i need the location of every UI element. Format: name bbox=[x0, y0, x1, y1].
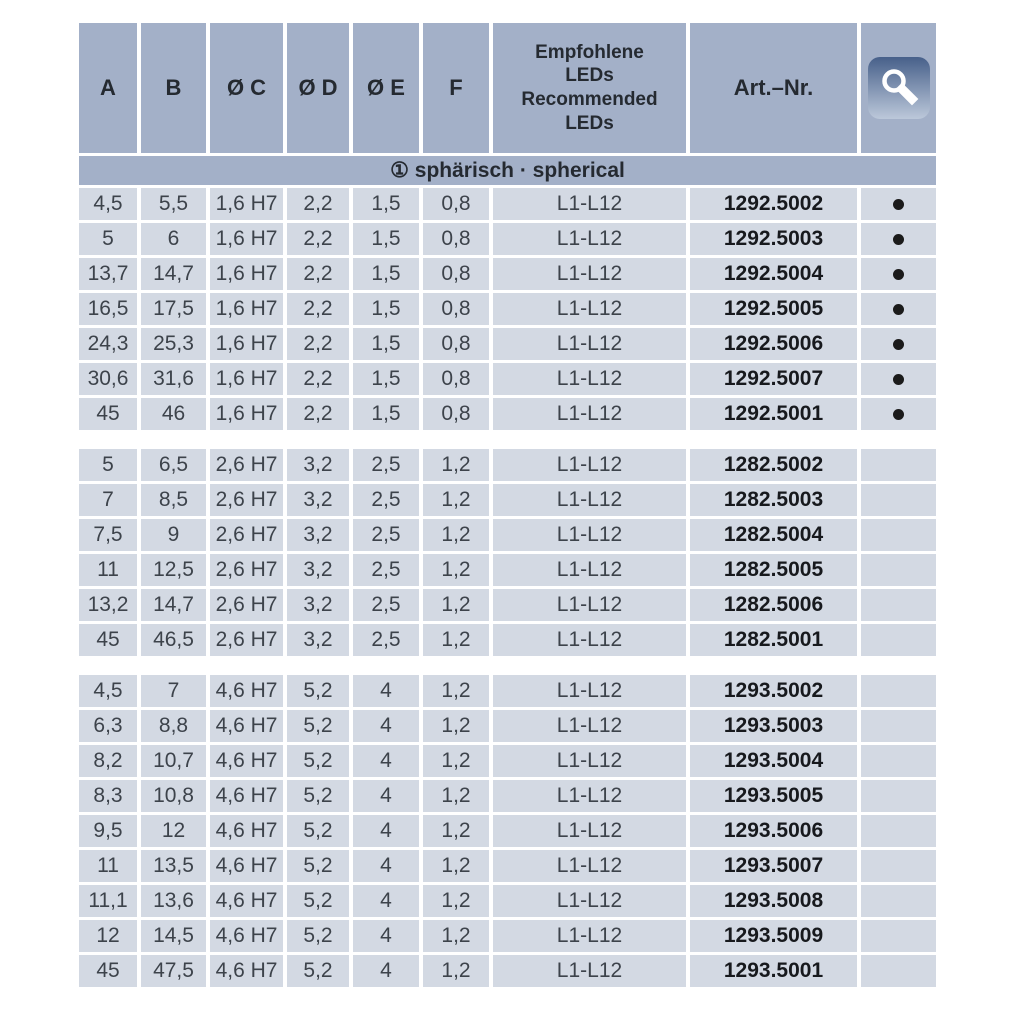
cell-a: 11,1 bbox=[79, 885, 137, 917]
cell-od: 3,2 bbox=[287, 449, 349, 481]
cell-availability bbox=[861, 920, 936, 952]
cell-art-nr: 1292.5002 bbox=[690, 188, 857, 220]
cell-art-nr: 1293.5004 bbox=[690, 745, 857, 777]
cell-f: 1,2 bbox=[423, 484, 489, 516]
cell-art-nr: 1292.5007 bbox=[690, 363, 857, 395]
column-header-leds bbox=[493, 23, 686, 153]
cell-od: 5,2 bbox=[287, 885, 349, 917]
cell-leds: L1-L12 bbox=[493, 955, 686, 987]
cell-oc: 4,6 H7 bbox=[210, 920, 283, 952]
availability-dot-icon bbox=[893, 339, 904, 350]
cell-availability bbox=[861, 188, 936, 220]
cell-oe: 4 bbox=[353, 850, 419, 882]
cell-f: 1,2 bbox=[423, 815, 489, 847]
cell-art-nr: 1292.5003 bbox=[690, 223, 857, 255]
cell-b: 14,7 bbox=[141, 589, 206, 621]
cell-oc: 4,6 H7 bbox=[210, 850, 283, 882]
cell-oc: 1,6 H7 bbox=[210, 328, 283, 360]
cell-a: 6,3 bbox=[79, 710, 137, 742]
cell-od: 3,2 bbox=[287, 554, 349, 586]
cell-b: 7 bbox=[141, 675, 206, 707]
cell-f: 1,2 bbox=[423, 745, 489, 777]
cell-art-nr: 1293.5007 bbox=[690, 850, 857, 882]
cell-leds: L1-L12 bbox=[493, 484, 686, 516]
cell-availability bbox=[861, 484, 936, 516]
cell-availability bbox=[861, 258, 936, 290]
cell-oc: 2,6 H7 bbox=[210, 589, 283, 621]
cell-oe: 4 bbox=[353, 885, 419, 917]
cell-oc: 4,6 H7 bbox=[210, 745, 283, 777]
cell-leds: L1-L12 bbox=[493, 449, 686, 481]
cell-availability bbox=[861, 519, 936, 551]
cell-oc: 1,6 H7 bbox=[210, 398, 283, 430]
cell-b: 17,5 bbox=[141, 293, 206, 325]
cell-a: 24,3 bbox=[79, 328, 137, 360]
cell-f: 0,8 bbox=[423, 363, 489, 395]
cell-oe: 2,5 bbox=[353, 484, 419, 516]
cell-od: 5,2 bbox=[287, 710, 349, 742]
cell-art-nr: 1293.5002 bbox=[690, 675, 857, 707]
cell-availability bbox=[861, 398, 936, 430]
cell-art-nr: 1282.5002 bbox=[690, 449, 857, 481]
cell-oe: 4 bbox=[353, 675, 419, 707]
column-header-b: B bbox=[141, 23, 206, 153]
cell-od: 5,2 bbox=[287, 850, 349, 882]
cell-oc: 4,6 H7 bbox=[210, 815, 283, 847]
group-spacer bbox=[79, 659, 936, 672]
column-header-zoom bbox=[861, 23, 936, 153]
cell-leds: L1-L12 bbox=[493, 188, 686, 220]
cell-a: 45 bbox=[79, 398, 137, 430]
cell-leds: L1-L12 bbox=[493, 710, 686, 742]
leds-header-de: Empfohlene LEDs bbox=[535, 41, 644, 87]
column-header-f: F bbox=[423, 23, 489, 153]
cell-oe: 4 bbox=[353, 745, 419, 777]
cell-b: 25,3 bbox=[141, 328, 206, 360]
cell-b: 47,5 bbox=[141, 955, 206, 987]
cell-b: 13,6 bbox=[141, 885, 206, 917]
cell-oc: 4,6 H7 bbox=[210, 885, 283, 917]
cell-availability bbox=[861, 745, 936, 777]
magnifier-icon bbox=[876, 65, 922, 111]
cell-f: 0,8 bbox=[423, 293, 489, 325]
cell-availability bbox=[861, 710, 936, 742]
cell-b: 8,5 bbox=[141, 484, 206, 516]
cell-leds: L1-L12 bbox=[493, 780, 686, 812]
cell-availability bbox=[861, 589, 936, 621]
availability-dot-icon bbox=[893, 374, 904, 385]
cell-art-nr: 1293.5001 bbox=[690, 955, 857, 987]
cell-f: 0,8 bbox=[423, 328, 489, 360]
cell-b: 5,5 bbox=[141, 188, 206, 220]
cell-oc: 4,6 H7 bbox=[210, 675, 283, 707]
cell-oe: 4 bbox=[353, 710, 419, 742]
cell-od: 2,2 bbox=[287, 328, 349, 360]
cell-b: 14,7 bbox=[141, 258, 206, 290]
cell-f: 1,2 bbox=[423, 850, 489, 882]
cell-b: 13,5 bbox=[141, 850, 206, 882]
cell-oc: 1,6 H7 bbox=[210, 258, 283, 290]
column-header-oc: Ø C bbox=[210, 23, 283, 153]
cell-leds: L1-L12 bbox=[493, 293, 686, 325]
availability-dot-icon bbox=[893, 234, 904, 245]
cell-a: 11 bbox=[79, 554, 137, 586]
cell-oc: 1,6 H7 bbox=[210, 223, 283, 255]
cell-b: 6 bbox=[141, 223, 206, 255]
cell-leds: L1-L12 bbox=[493, 398, 686, 430]
cell-leds: L1-L12 bbox=[493, 589, 686, 621]
cell-leds: L1-L12 bbox=[493, 675, 686, 707]
cell-art-nr: 1292.5004 bbox=[690, 258, 857, 290]
cell-oe: 4 bbox=[353, 955, 419, 987]
cell-od: 3,2 bbox=[287, 624, 349, 656]
cell-availability bbox=[861, 363, 936, 395]
cell-oe: 1,5 bbox=[353, 258, 419, 290]
cell-od: 5,2 bbox=[287, 815, 349, 847]
cell-leds: L1-L12 bbox=[493, 920, 686, 952]
cell-oc: 1,6 H7 bbox=[210, 188, 283, 220]
spec-table bbox=[79, 23, 936, 987]
cell-f: 1,2 bbox=[423, 675, 489, 707]
cell-availability bbox=[861, 449, 936, 481]
cell-availability bbox=[861, 780, 936, 812]
cell-art-nr: 1292.5005 bbox=[690, 293, 857, 325]
cell-oe: 4 bbox=[353, 920, 419, 952]
cell-art-nr: 1282.5001 bbox=[690, 624, 857, 656]
cell-leds: L1-L12 bbox=[493, 745, 686, 777]
cell-leds: L1-L12 bbox=[493, 885, 686, 917]
column-header-od: Ø D bbox=[287, 23, 349, 153]
cell-a: 8,2 bbox=[79, 745, 137, 777]
cell-f: 1,2 bbox=[423, 624, 489, 656]
cell-availability bbox=[861, 850, 936, 882]
cell-a: 16,5 bbox=[79, 293, 137, 325]
cell-oc: 4,6 H7 bbox=[210, 780, 283, 812]
cell-art-nr: 1292.5006 bbox=[690, 328, 857, 360]
cell-oe: 2,5 bbox=[353, 624, 419, 656]
cell-a: 7,5 bbox=[79, 519, 137, 551]
cell-oc: 4,6 H7 bbox=[210, 955, 283, 987]
cell-f: 0,8 bbox=[423, 258, 489, 290]
cell-leds: L1-L12 bbox=[493, 554, 686, 586]
cell-f: 1,2 bbox=[423, 554, 489, 586]
cell-oc: 1,6 H7 bbox=[210, 363, 283, 395]
cell-od: 5,2 bbox=[287, 675, 349, 707]
cell-leds: L1-L12 bbox=[493, 258, 686, 290]
cell-a: 9,5 bbox=[79, 815, 137, 847]
cell-oc: 1,6 H7 bbox=[210, 293, 283, 325]
cell-od: 2,2 bbox=[287, 398, 349, 430]
availability-dot-icon bbox=[893, 269, 904, 280]
zoom-button[interactable] bbox=[868, 57, 930, 119]
cell-availability bbox=[861, 955, 936, 987]
cell-availability bbox=[861, 293, 936, 325]
cell-leds: L1-L12 bbox=[493, 223, 686, 255]
cell-art-nr: 1282.5006 bbox=[690, 589, 857, 621]
cell-art-nr: 1282.5004 bbox=[690, 519, 857, 551]
availability-dot-icon bbox=[893, 304, 904, 315]
cell-art-nr: 1293.5003 bbox=[690, 710, 857, 742]
cell-f: 1,2 bbox=[423, 780, 489, 812]
cell-od: 2,2 bbox=[287, 293, 349, 325]
cell-oc: 2,6 H7 bbox=[210, 449, 283, 481]
cell-availability bbox=[861, 554, 936, 586]
cell-od: 5,2 bbox=[287, 920, 349, 952]
cell-art-nr: 1282.5003 bbox=[690, 484, 857, 516]
cell-a: 45 bbox=[79, 955, 137, 987]
cell-availability bbox=[861, 328, 936, 360]
cell-oe: 1,5 bbox=[353, 363, 419, 395]
cell-oe: 1,5 bbox=[353, 328, 419, 360]
cell-oe: 2,5 bbox=[353, 449, 419, 481]
cell-f: 1,2 bbox=[423, 589, 489, 621]
cell-f: 1,2 bbox=[423, 955, 489, 987]
cell-b: 6,5 bbox=[141, 449, 206, 481]
group-spacer bbox=[79, 433, 936, 446]
cell-availability bbox=[861, 885, 936, 917]
cell-b: 12 bbox=[141, 815, 206, 847]
cell-od: 2,2 bbox=[287, 188, 349, 220]
cell-a: 4,5 bbox=[79, 675, 137, 707]
column-header-a: A bbox=[79, 23, 137, 153]
cell-b: 8,8 bbox=[141, 710, 206, 742]
cell-oc: 4,6 H7 bbox=[210, 710, 283, 742]
availability-dot-icon bbox=[893, 409, 904, 420]
cell-leds: L1-L12 bbox=[493, 328, 686, 360]
cell-a: 8,3 bbox=[79, 780, 137, 812]
cell-oc: 2,6 H7 bbox=[210, 519, 283, 551]
cell-b: 10,7 bbox=[141, 745, 206, 777]
cell-b: 46 bbox=[141, 398, 206, 430]
cell-oc: 2,6 H7 bbox=[210, 624, 283, 656]
cell-a: 45 bbox=[79, 624, 137, 656]
section-header-spherical: ① sphärisch · spherical bbox=[79, 156, 936, 185]
cell-oe: 4 bbox=[353, 815, 419, 847]
cell-availability bbox=[861, 675, 936, 707]
cell-f: 1,2 bbox=[423, 710, 489, 742]
cell-a: 5 bbox=[79, 223, 137, 255]
cell-b: 31,6 bbox=[141, 363, 206, 395]
column-header-art-nr: Art.–Nr. bbox=[690, 23, 857, 153]
cell-od: 5,2 bbox=[287, 745, 349, 777]
cell-b: 9 bbox=[141, 519, 206, 551]
cell-od: 3,2 bbox=[287, 484, 349, 516]
cell-oe: 1,5 bbox=[353, 188, 419, 220]
cell-a: 13,7 bbox=[79, 258, 137, 290]
cell-b: 14,5 bbox=[141, 920, 206, 952]
leds-header-en: Recommended LEDs bbox=[521, 89, 658, 134]
cell-art-nr: 1293.5008 bbox=[690, 885, 857, 917]
cell-oe: 1,5 bbox=[353, 398, 419, 430]
cell-availability bbox=[861, 815, 936, 847]
cell-a: 11 bbox=[79, 850, 137, 882]
cell-od: 2,2 bbox=[287, 363, 349, 395]
cell-leds: L1-L12 bbox=[493, 850, 686, 882]
cell-art-nr: 1293.5009 bbox=[690, 920, 857, 952]
column-header-oe: Ø E bbox=[353, 23, 419, 153]
cell-f: 1,2 bbox=[423, 920, 489, 952]
cell-art-nr: 1293.5005 bbox=[690, 780, 857, 812]
cell-oc: 2,6 H7 bbox=[210, 554, 283, 586]
cell-a: 13,2 bbox=[79, 589, 137, 621]
cell-leds: L1-L12 bbox=[493, 519, 686, 551]
cell-art-nr: 1293.5006 bbox=[690, 815, 857, 847]
cell-od: 3,2 bbox=[287, 589, 349, 621]
cell-a: 7 bbox=[79, 484, 137, 516]
cell-f: 0,8 bbox=[423, 188, 489, 220]
cell-oe: 2,5 bbox=[353, 589, 419, 621]
cell-od: 5,2 bbox=[287, 955, 349, 987]
cell-a: 4,5 bbox=[79, 188, 137, 220]
cell-leds: L1-L12 bbox=[493, 815, 686, 847]
cell-art-nr: 1292.5001 bbox=[690, 398, 857, 430]
cell-art-nr: 1282.5005 bbox=[690, 554, 857, 586]
cell-f: 1,2 bbox=[423, 449, 489, 481]
cell-oe: 1,5 bbox=[353, 293, 419, 325]
cell-b: 12,5 bbox=[141, 554, 206, 586]
cell-oe: 4 bbox=[353, 780, 419, 812]
cell-b: 46,5 bbox=[141, 624, 206, 656]
cell-leds: L1-L12 bbox=[493, 624, 686, 656]
cell-f: 0,8 bbox=[423, 223, 489, 255]
cell-availability bbox=[861, 624, 936, 656]
cell-oc: 2,6 H7 bbox=[210, 484, 283, 516]
cell-leds: L1-L12 bbox=[493, 363, 686, 395]
availability-dot-icon bbox=[893, 199, 904, 210]
cell-oe: 2,5 bbox=[353, 554, 419, 586]
cell-od: 2,2 bbox=[287, 223, 349, 255]
cell-a: 12 bbox=[79, 920, 137, 952]
cell-f: 1,2 bbox=[423, 519, 489, 551]
cell-a: 5 bbox=[79, 449, 137, 481]
cell-oe: 1,5 bbox=[353, 223, 419, 255]
cell-od: 5,2 bbox=[287, 780, 349, 812]
cell-od: 2,2 bbox=[287, 258, 349, 290]
cell-b: 10,8 bbox=[141, 780, 206, 812]
cell-oe: 2,5 bbox=[353, 519, 419, 551]
cell-a: 30,6 bbox=[79, 363, 137, 395]
cell-od: 3,2 bbox=[287, 519, 349, 551]
cell-availability bbox=[861, 223, 936, 255]
cell-f: 1,2 bbox=[423, 885, 489, 917]
cell-f: 0,8 bbox=[423, 398, 489, 430]
